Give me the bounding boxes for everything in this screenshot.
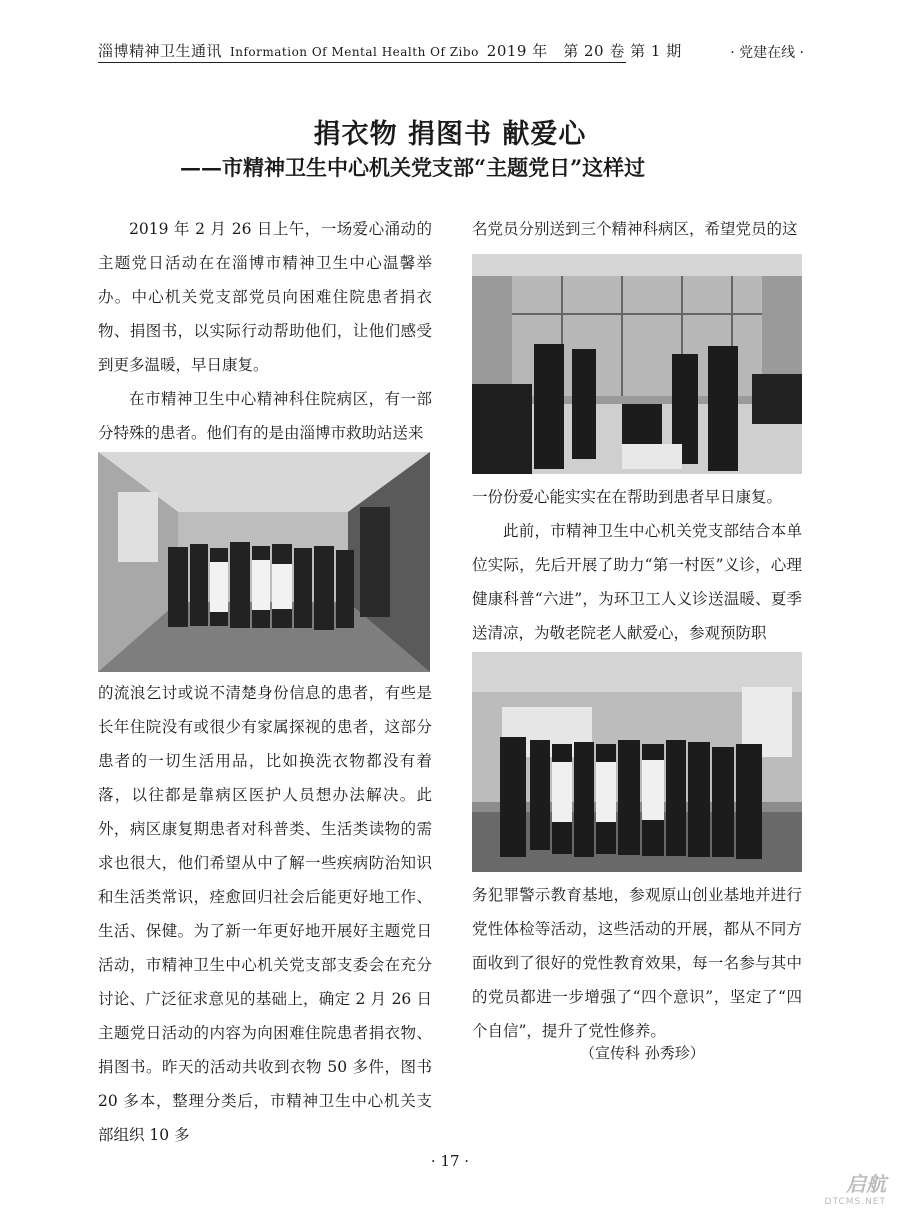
watermark-url: DTCMS.NET — [824, 1197, 886, 1207]
paragraph: 务犯罪警示教育基地，参观原山创业基地并进行党性体检等活动，这些活动的开展，都从不同方面收到了很好的党性教育效果，每一名参与其中的党员都进一步增强了“四个意识”，坚定了“四个自信”，提升了党性修养。 — [472, 886, 802, 1040]
group-photo-corridor — [98, 452, 430, 672]
group-photo-ward — [472, 652, 802, 872]
issue-info: 2019 年 第 20 卷 第 1 期 — [486, 42, 682, 60]
left-column-top — [98, 212, 432, 450]
journal-title-en: Information Of Mental Health Of Zibo — [230, 45, 479, 59]
author-signature: （宣传科 孙秀珍） — [580, 1044, 705, 1062]
watermark-logo: 启航 — [846, 1172, 886, 1196]
section-label: · 党建在线 · — [730, 45, 804, 61]
paragraph: 2019 年 2 月 26 日上午，一场爱心涌动的主题党日活动在在淄博市精神卫生中心温馨举办。中心机关党支部党员向困难住院患者捐衣物、捐图书，以实际行动帮助他们，让他们感受到更多温暖，早日康复。 — [98, 220, 432, 374]
right-column-mid — [472, 480, 802, 650]
header-rule — [98, 62, 626, 63]
paragraph: 在市精神卫生中心精神科住院病区，有一部分特殊的患者。他们有的是由淄博市救助站送来 — [98, 390, 432, 442]
paragraph: 一份份爱心能实实在在帮助到患者早日康复。 — [472, 488, 783, 506]
watermark — [825, 1168, 886, 1207]
paragraph: 名党员分别送到三个精神科病区，希望党员的这 — [472, 220, 798, 238]
left-column-bottom — [98, 676, 432, 1152]
article-subtitle: ——市精神卫生中心机关党支部“主题党日”这样过 — [180, 155, 646, 180]
journal-title-cn: 淄博精神卫生通讯 — [98, 42, 223, 60]
paragraph: 的流浪乞讨或说不清楚身份信息的患者，有些是长年住院没有或很少有家属探视的患者，这部分患者的一切生活用品，比如换洗衣物都没有着落，以往都是靠病区医护人员想办法解决。此外，病区康复期患者对科普类、生活类读物的需求也很大，他们希望从中了解一些疾病防治知识和生活类常识，痊愈回归社会后能更好地工作、生活、保健。为了新一年更好地开展好主题党日活动，市精神卫生中心机关党支部支委会在充分讨论、广泛征求意见的基础上，确定 2 月 26 日主题党日活动的内容为向困难住院患者捐衣物、捐图书。昨天的活动共收到衣物 50 多件，图书 20 多本，整理分类后，市精神卫生中心机关支部组织 10 多 — [98, 684, 432, 1144]
article-title: 捐衣物 捐图书 献爱心 — [313, 119, 587, 150]
right-column-top — [472, 212, 802, 246]
donation-photo-ward — [472, 254, 802, 474]
running-header — [98, 40, 682, 61]
paragraph: 此前，市精神卫生中心机关党支部结合本单位实际，先后开展了助力“第一村医”义诊，心理健康科普“六进”，为环卫工人义诊送温暖、夏季送清凉，为敬老院老人献爱心，参观预防职 — [472, 522, 802, 642]
page-number: · 17 · — [430, 1152, 470, 1170]
right-column-bottom — [472, 878, 802, 1048]
